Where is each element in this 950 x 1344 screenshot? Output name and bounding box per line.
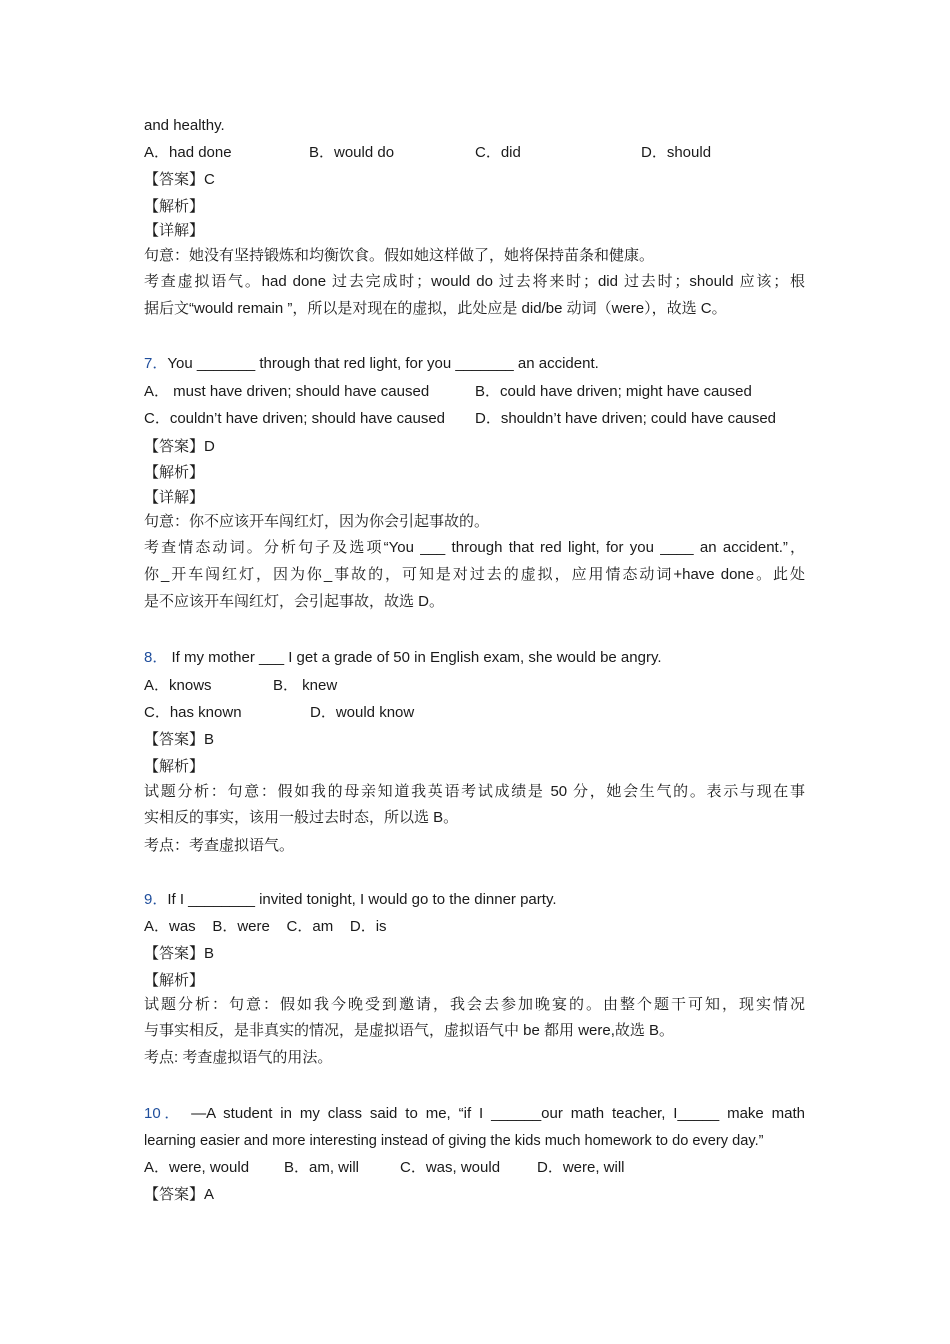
q8-option-c: C．has known [144, 704, 242, 721]
q7-analysis-label: 【解析】 [144, 464, 205, 481]
question-number: 10． [144, 1105, 184, 1122]
q10-option-d: D．were, will [537, 1159, 625, 1176]
q10-option-a: A．were, would [144, 1159, 250, 1176]
q8-explanation-line: 考点：考查虚拟语气。 [144, 837, 295, 854]
question-number: 8． [144, 649, 168, 666]
question-number: 7． [144, 355, 168, 372]
question-text: If my mother ___ I get a grade of 50 in English exam, she would be angry. [167, 649, 662, 666]
q7-explanation-line: 你_开车闯红灯，因为你_事故的，可知是对过去的虚拟，应用情态动词+have done。此处 [144, 566, 805, 583]
q8-option-b: B． knew [273, 677, 338, 694]
q8-answer: 【答案】B [144, 731, 215, 748]
question-number: 9． [144, 891, 168, 908]
q9-options: A．was B．were C．am D．is [144, 918, 387, 935]
q6-option-a: A．had done [144, 144, 232, 161]
question-8-stem [144, 648, 662, 668]
q7-explanation-line: 是不应该开车闯红灯，会引起事故，故选 D。 [144, 593, 445, 610]
q8-analysis-label: 【解析】 [144, 758, 205, 775]
q6-option-b: B．would do [309, 144, 395, 161]
q6-analysis-label: 【解析】 [144, 198, 205, 215]
q6-detail-label: 【详解】 [144, 222, 205, 239]
q8-explanation-line: 实相反的事实，该用一般过去时态，所以选 B。 [144, 809, 459, 826]
question-10-stem-line1 [144, 1104, 805, 1124]
q6-explanation-line: 据后文“would remain ”，所以是对现在的虚拟，此处应是 did/be 动词（were），故选 C。 [144, 300, 727, 317]
q9-analysis-label: 【解析】 [144, 972, 205, 989]
q8-option-a: A．knows [144, 677, 212, 694]
question-9-stem [144, 890, 557, 910]
q7-option-c: C．couldn’t have driven; should have caused [144, 410, 446, 427]
q10-option-b: B．am, will [284, 1159, 360, 1176]
q9-explanation-line: 试题分析：句意：假如我今晚受到邀请，我会去参加晚宴的。由整个题干可知，现实情况 [144, 996, 805, 1013]
question-text: —A student in my class said to me, “if I ______our math teacher, I_____ make math [191, 1105, 806, 1122]
q7-option-a: A． must have driven; should have caused [144, 383, 430, 400]
question-7-stem [144, 354, 599, 374]
q9-explanation-line: 考点: 考查虚拟语气的用法。 [144, 1049, 333, 1066]
question-6-stem-tail: and healthy. [144, 117, 225, 134]
q6-explanation-line: 考查虚拟语气。had done 过去完成时；would do 过去将来时；did 过去时；should 应该；根 [144, 273, 805, 290]
q10-answer: 【答案】A [144, 1186, 215, 1203]
q6-explanation-line: 句意：她没有坚持锻炼和均衡饮食。假如她这样做了，她将保持苗条和健康。 [144, 247, 655, 264]
q7-option-d: D．shouldn’t have driven; could have caused [475, 410, 777, 427]
q7-explanation-line: 句意：你不应该开车闯红灯，因为你会引起事故的。 [144, 513, 490, 530]
question-10-stem-line2: learning easier and more interesting instead of giving the kids much homework to do every day.” [144, 1133, 764, 1149]
q10-option-c: C．was, would [400, 1159, 501, 1176]
q7-option-b: B．could have driven; might have caused [475, 383, 752, 400]
q7-explanation-line: 考查情态动词。分析句子及选项“You ___ through that red light, for you ____ an accident.”， [144, 539, 805, 556]
q7-detail-label: 【详解】 [144, 489, 205, 506]
q7-answer: 【答案】D [144, 438, 215, 455]
q9-answer: 【答案】B [144, 945, 215, 962]
question-text: If I ________ invited tonight, I would go to the dinner party. [167, 891, 557, 908]
q6-option-d: D．should [641, 144, 712, 161]
q8-explanation-line: 试题分析：句意：假如我的母亲知道我英语考试成绩是 50 分，她会生气的。表示与现在事 [144, 783, 805, 800]
q6-answer: 【答案】C [144, 171, 215, 188]
q9-explanation-line: 与事实相反，是非真实的情况，是虚拟语气，虚拟语气中 be 都用 were,故选 B。 [144, 1022, 675, 1039]
q6-option-c: C．did [475, 144, 521, 161]
question-text: You _______ through that red light, for you _______ an accident. [167, 355, 599, 372]
q8-option-d: D．would know [310, 704, 415, 721]
